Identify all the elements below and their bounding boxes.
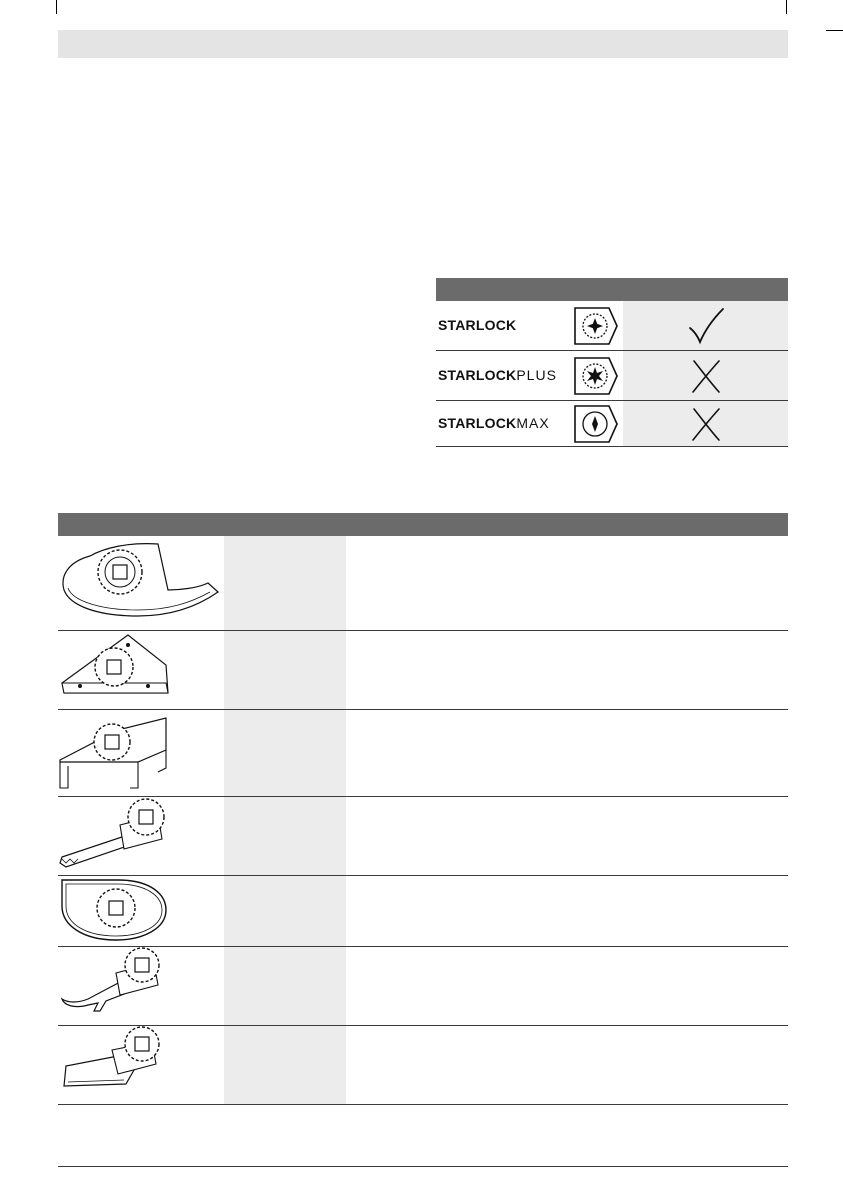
teardrop-rasp-plate-icon [58,876,224,946]
accessories-table [58,513,788,1105]
accessory-row [58,797,788,876]
starlock-mount-icon [573,306,620,346]
carpet-blade-icon [58,710,224,796]
scraper-blade-icon [58,1026,224,1104]
accessory-row [58,536,788,631]
starlock-max-mount-icon [573,404,620,444]
footer-rule [58,1166,788,1167]
compat-row-starlock [436,301,788,351]
starlock-logo: STARLOCK [438,317,517,333]
compatibility-table-header [436,278,788,301]
compat-cell-starlock [623,301,788,350]
crop-mark-right [826,30,843,31]
cross-icon [686,404,726,444]
starlock-max-logo: STARLOCKMAX [438,415,550,431]
accessory-row [58,710,788,797]
crop-mark-top [56,0,57,14]
cross-icon [686,356,726,396]
compat-row-starlock-max [436,401,788,447]
curved-cutter-blade-icon [58,947,224,1025]
compatibility-table [436,278,788,447]
check-icon [686,306,726,346]
starlock-plus-mount-icon [573,356,620,396]
accessory-row [58,1026,788,1105]
crop-mark-top-right [786,0,787,14]
plunge-cut-saw-blade-icon [58,797,224,875]
compat-cell-starlock-plus [623,351,788,400]
accessory-row [58,631,788,710]
delta-sanding-plate-icon [58,631,224,709]
compat-cell-starlock-max [623,401,788,446]
segment-saw-blade-icon [58,536,224,630]
accessory-row [58,947,788,1026]
starlock-plus-logo: STARLOCKPLUS [438,367,557,383]
compat-row-starlock-plus [436,351,788,401]
accessories-table-header [58,513,788,536]
header-band [58,30,788,58]
accessory-row [58,876,788,947]
